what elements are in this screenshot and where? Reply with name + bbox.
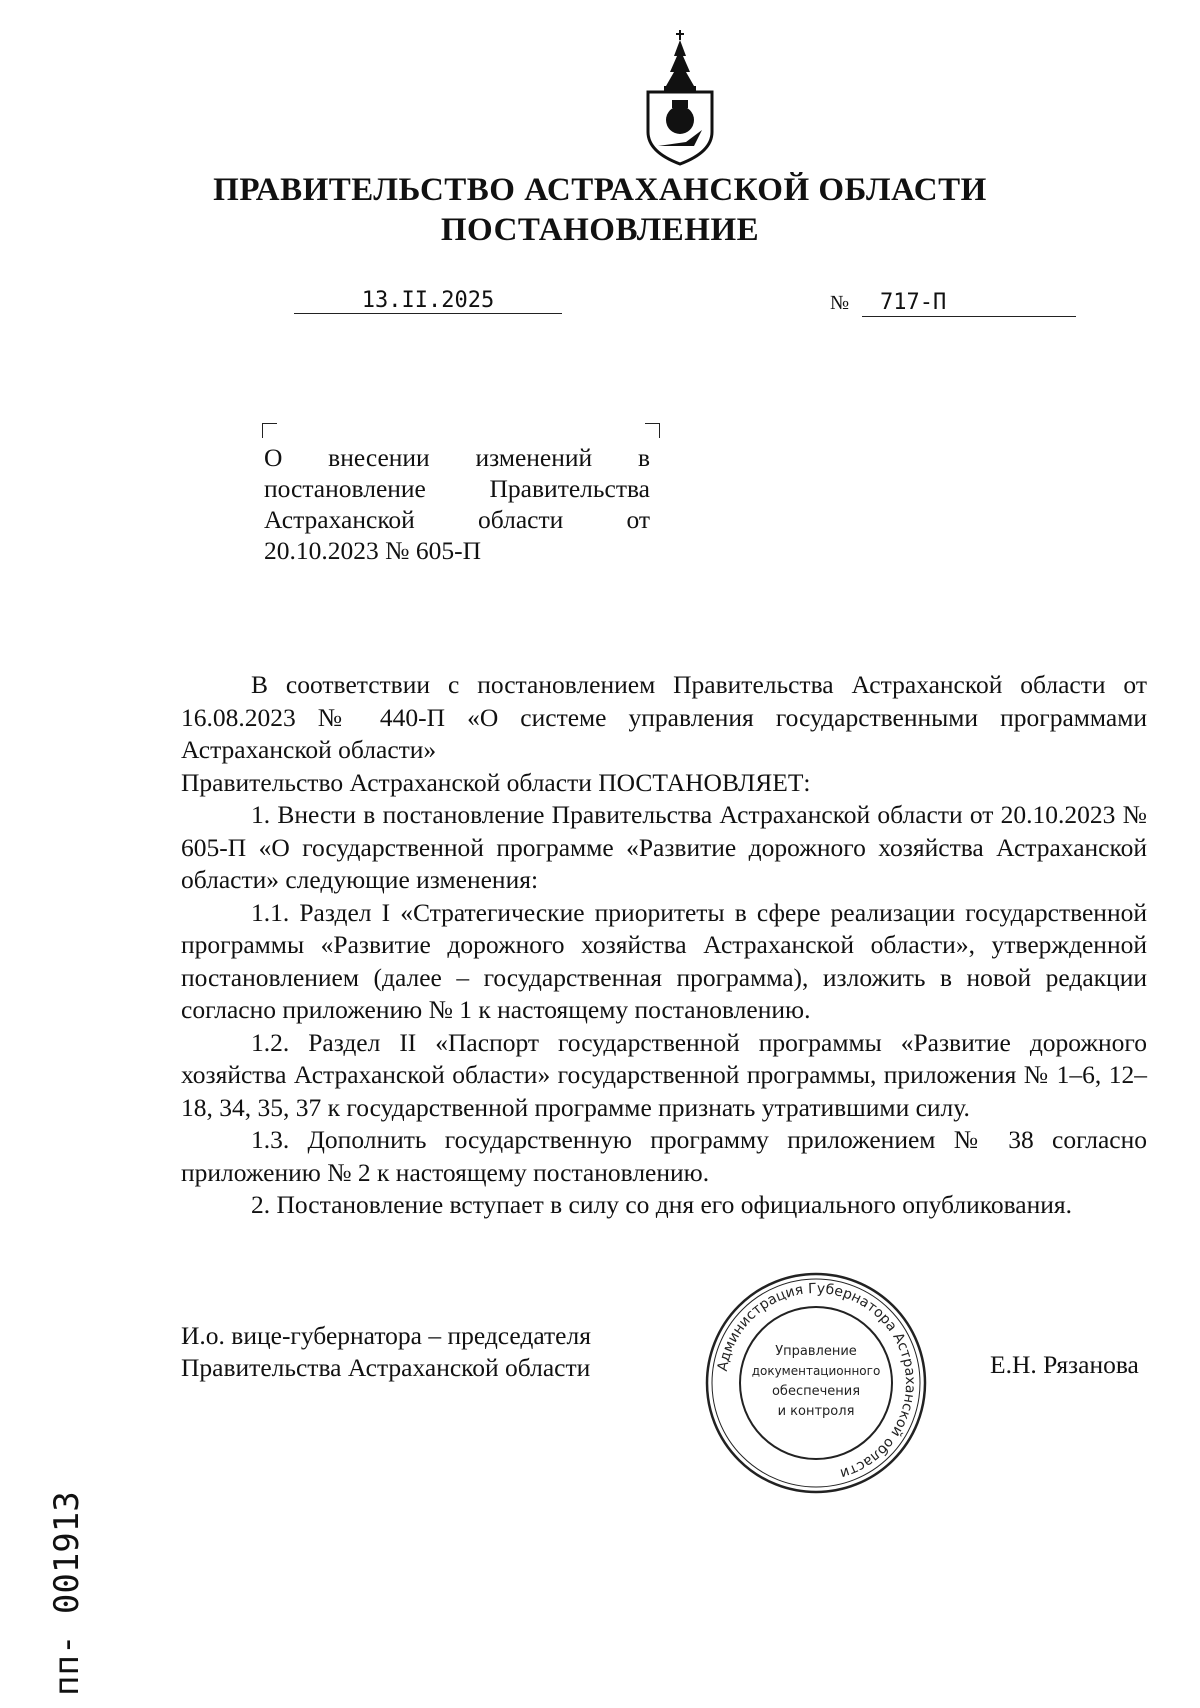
item-paragraph-1-2: 1.2. Раздел II «Паспорт государственной программы «Развитие дорожного хозяйства Астраханской области» государственной программы, приложения № 1–6, 12–18, 34, 35, 37 к государственной программе признать утратившими силу. — [181, 1027, 1147, 1122]
stamp-ring-text: Администрация Губернатора Астраханской области — [714, 1280, 919, 1482]
signer-name: Е.Н. Рязанова — [990, 1350, 1139, 1379]
stamp-center-line-2: документационного — [751, 1364, 881, 1378]
coat-of-arms-icon — [640, 28, 720, 168]
stamp-center-line-3: обеспечения — [771, 1384, 861, 1399]
item-paragraph-1-3: 1.3. Дополнить государственную программу приложением № 38 согласно приложению № 2 к настоящему постановлению. — [181, 1125, 1147, 1187]
decree-line: Правительство Астраханской области ПОСТАНОВЛЯЕТ: — [181, 767, 811, 797]
preamble-paragraph: В соответствии с постановлением Правительства Астраханской области от 16.08.2023 № 440-П «О системе управления государственными программами Астраханской области» — [181, 670, 1147, 764]
stamp-center-line-1: Управление — [775, 1344, 857, 1359]
subject-bracket-left — [262, 423, 277, 438]
document-date: 13.II.2025 — [361, 288, 495, 313]
signer-position-line-1: И.о. вице-губернатора – председателя — [181, 1321, 591, 1350]
item-paragraph-1-1: 1.1. Раздел I «Стратегические приоритеты в сфере реализации государственной программы «Развитие дорожного хозяйства Астраханской области», утвержденной постановлением (далее – государственная программа), изложить в новой редакции согласно приложению № 1 к настоящему постановлению. — [181, 897, 1147, 1024]
signer-position — [181, 1320, 591, 1384]
number-label: № — [830, 292, 850, 314]
document-subject: О внесении изменений в постановление Правительства Астраханской области от 20.10.2023 № 605-П — [264, 443, 650, 565]
stamp-center-line-4: и контроля — [777, 1404, 855, 1419]
date-underline — [294, 313, 562, 314]
number-underline — [862, 316, 1076, 317]
item-paragraph-1: 1. Внести в постановление Правительства Астраханской области от 20.10.2023 № 605-П «О государственной программе «Развитие дорожного хозяйства Астраханской области» следующие изменения: — [181, 800, 1147, 894]
official-stamp — [703, 1270, 929, 1496]
item-paragraph-2: 2. Постановление вступает в силу со дня его официального опубликования. — [251, 1190, 1072, 1219]
document-number: 717-П — [880, 290, 947, 315]
serial-number-text: пп- 001913 — [47, 1491, 87, 1696]
signer-position-line-2: Правительства Астраханской области — [181, 1353, 591, 1382]
serial-number — [20, 1370, 100, 1700]
document-body — [181, 669, 1147, 1222]
organization-title: ПРАВИТЕЛЬСТВО АСТРАХАНСКОЙ ОБЛАСТИ — [213, 172, 987, 208]
subject-bracket-right — [645, 423, 660, 438]
document-type: ПОСТАНОВЛЕНИЕ — [440, 212, 760, 248]
